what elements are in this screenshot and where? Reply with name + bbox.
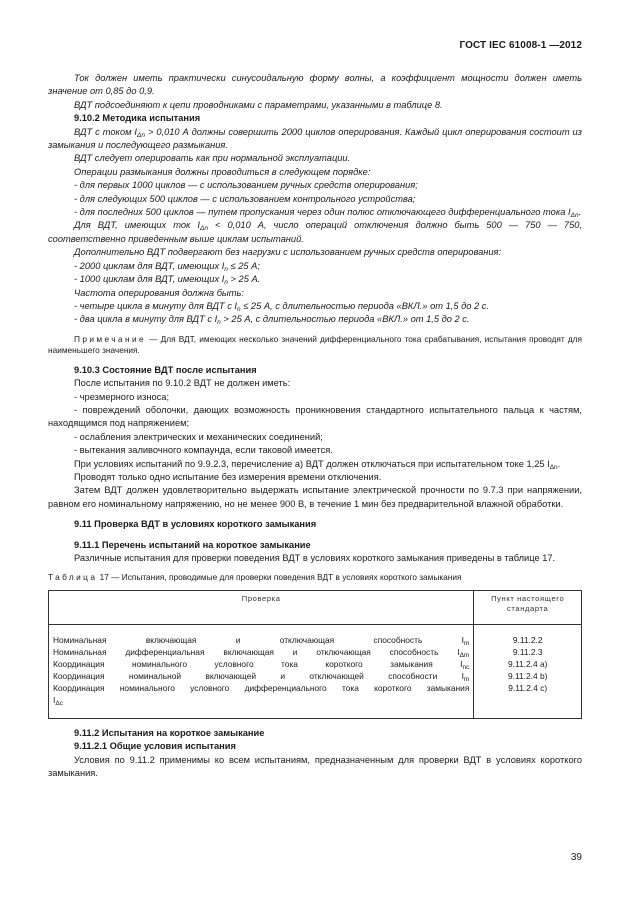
page-content (48, 72, 582, 781)
paragraph: ВДТ с током $I_{\Delta n} > 0,010$ А должны совершить 2000 циклов оперирования. Каждый цикл оперирования состоит из замыкания и последующего размыкания. (48, 126, 582, 151)
list-item: - чрезмерного износа; (74, 391, 170, 402)
section-heading-9-11-2-1: 9.11.2.1 Общие условия испытания (74, 741, 236, 752)
row-text: Номинальная включающая и отключающая способность $I_m$ (53, 634, 470, 647)
table-header-row (49, 590, 582, 624)
list-item: - вытекания заливочного компаунда, если таковой имеется. (74, 445, 333, 456)
row-text: Координация номинальной включающей и отключающей способности $I_m$ (53, 670, 470, 683)
header-ref: Пункт настоящего стандарта (474, 590, 582, 624)
check-cell (49, 624, 474, 718)
section-heading-9-11-1: 9.11.1 Перечень испытаний на короткое замыкание (74, 539, 311, 550)
list-item: - для первых 1000 циклов — с использованием ручных средств оперирования; (74, 180, 418, 191)
paragraph: Условия по 9.11.2 применимы ко всем испытаниям, предназначенным для проверки ВДТ в условиях короткого замыкания. (48, 754, 582, 779)
paragraph: Для ВДТ, имеющих ток $I_{\Delta n} < 0,010$ А, число операций отключения должно быть 500 — 750 — 750, соответственно приведенным выше циклам испытаний. (48, 220, 583, 244)
list-item: - для последних 500 циклов — путем пропускания через один полюс отключающего дифференциального тока $I_{\Delta n}$. (74, 207, 582, 220)
paragraph: Дополнительно ВДТ подвергают без нагрузки с использованием ручных средств оперирования: (74, 247, 502, 258)
table-17 (48, 590, 582, 719)
paragraph: ВДТ следует оперировать как при нормальной эксплуатации. (74, 153, 351, 164)
list-item: - 1000 циклам для ВДТ, имеющих $I_n > 25$ А. (74, 274, 261, 287)
page-number: 39 (570, 852, 582, 863)
section-heading-9-10-3: 9.10.3 Состояние ВДТ после испытания (74, 364, 257, 375)
table-caption: Таблица 17 — Испытания, проводимые для проверки поведения ВДТ в условиях короткого замыкания (48, 572, 462, 583)
list-item: - 2000 циклам для ВДТ, имеющих $I_n \le 25$ А; (74, 260, 260, 273)
paragraph: Различные испытания для проверки поведения ВДТ в условиях короткого замыкания приведены в таблице 17. (74, 553, 556, 563)
list-item: - четыре цикла в минуту для ВДТ с $I_n \le 25$ А, с длительностью периода «ВКЛ.» от 1,5 до 2 с. (74, 300, 489, 313)
paragraph: Частота оперирования должна быть: (74, 287, 244, 298)
paragraph: Затем ВДТ должен удовлетворительно выдержать испытание электрической прочности по 9.7.3 при напряжении, равном его номинальному напряжению, но не менее 900 В, в течение 1 мин без предварительной влажной обработки. (48, 485, 582, 509)
note-label: Примечание (74, 333, 147, 344)
section-heading-9-11: 9.11 Проверка ВДТ в условиях короткого замыкания (74, 519, 317, 530)
ref-cell: 9.11.2.2 9.11.2.3 9.11.2.4 а) 9.11.2.4 b) 9.11.2.4 с) (474, 624, 582, 718)
list-item: - повреждений оболочки, дающих возможность проникновения стандартного испытательного пальца к частям, находящимся под напряжением; (48, 404, 582, 429)
paragraph: После испытания по 9.10.2 ВДТ не должен иметь: (74, 378, 291, 389)
row-text: Координация номинального условного дифференциального тока короткого замыкания (53, 682, 470, 693)
row-text: Номинальная дифференциальная включающая и отключающая способность $I_{\Delta m}$ (53, 646, 470, 659)
paragraph: Операции размыкания должны проводиться в следующем порядке: (74, 166, 371, 177)
note: Примечание — Для ВДТ, имеющих несколько значений дифференциального тока срабатывания, испытания проводят для наименьшего значения. (48, 333, 582, 356)
list-item: - ослабления электрических и механических соединений; (74, 431, 323, 442)
section-heading-9-10-2: 9.10.2 Методика испытания (74, 113, 201, 124)
list-item: - для следующих 500 циклов — с использованием контрольного устройства; (74, 193, 416, 204)
table-row (49, 624, 582, 718)
header-check: Проверка (49, 590, 474, 624)
row-text: $I_{\Delta c}$ (53, 694, 63, 707)
list-item: - два цикла в минуту для ВДТ с $I_n > 25$ А, с длительностью периода «ВКЛ.» от 1,5 до 2 с. (74, 314, 470, 327)
paragraph: При условиях испытаний по 9.9.2.3, перечисление а) ВДТ должен отключаться при испытательном токе 1,25 $I_{\Delta n}$. (74, 458, 561, 471)
section-heading-9-11-2: 9.11.2 Испытания на короткое замыкание (74, 727, 265, 738)
row-text: Координация номинального условного тока короткого замыкания $I_{nc}$ (53, 658, 470, 671)
standard-header: ГОСТ IEC 61008-1 —2012 (459, 40, 582, 51)
paragraph: Проводят только одно испытание без измерения времени отключения. (74, 471, 382, 482)
paragraph: ВДТ подсоединяют к цепи проводниками с параметрами, указанными в таблице 8. (74, 99, 443, 110)
paragraph: Ток должен иметь практически синусоидальную форму волны, а коэффициент мощности должен иметь значение от 0,85 до 0,9. (48, 73, 582, 97)
